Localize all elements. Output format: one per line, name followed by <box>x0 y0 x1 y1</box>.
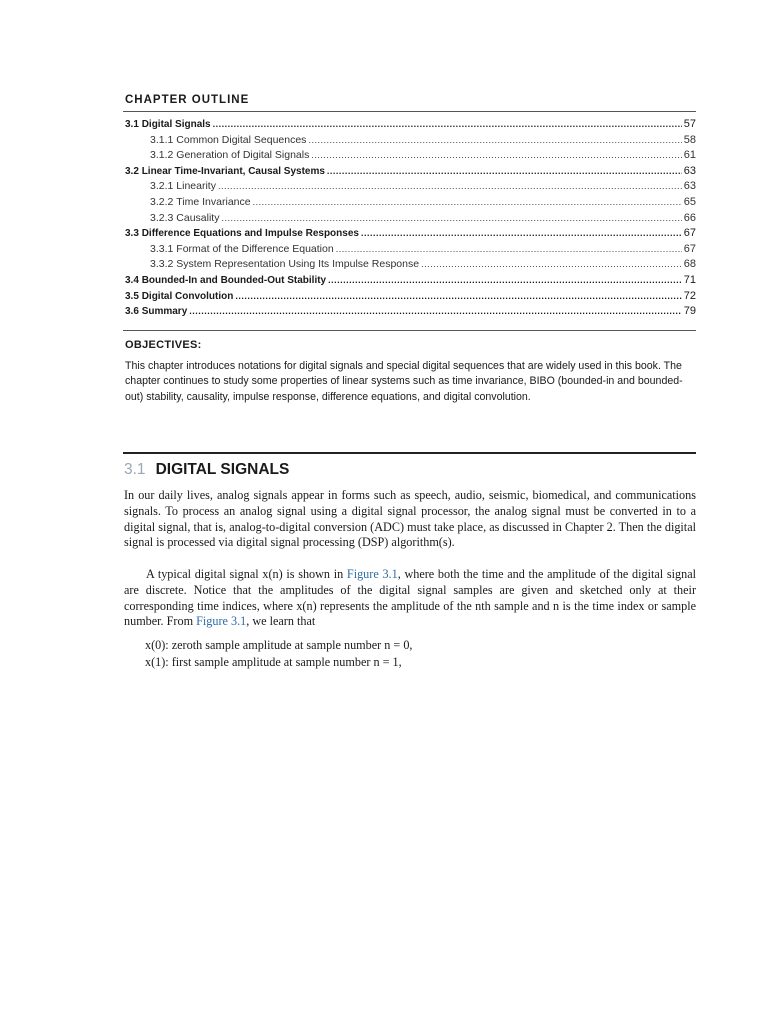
objectives-text: This chapter introduces notations for digital signals and special digital sequences that are widely used in this book. The chapter continues to study some properties of linear systems such as time invariance, BIBO (bounded-in and bounded-out) stability, causality, impulse response, difference equations, and digital convolution. <box>125 360 683 403</box>
dot-leader <box>235 291 681 301</box>
toc-entry-label: Summary <box>141 306 188 318</box>
dot-leader <box>221 213 681 223</box>
figure-3-1-link[interactable]: Figure 3.1 <box>196 614 247 629</box>
toc-entry-3-1-1[interactable]: 3.1.1 Common Digital Sequences ..... 58 <box>125 134 696 150</box>
toc-entry-label: Generation of Digital Signals <box>176 149 310 162</box>
toc-page-number: 63 <box>683 164 696 177</box>
sample-equations <box>145 637 412 670</box>
body-paragraph-2: A typical digital signal x(n) is shown in Figure 3.1, where both the time and the amplitude of the digital signal are discrete. Notice that the amplitudes of the digital signal samples are given and sketched only at their corresponding time indices, where x(n) represents the amplitude of the nth sample and n is the time index or sample number. From Figure 3.1, we learn that <box>124 567 696 629</box>
toc-page-number: 58 <box>683 133 696 146</box>
toc-entry-3-2-3[interactable]: 3.2.3 Causality ..... 66 <box>125 212 696 228</box>
toc-page-number: 61 <box>683 149 696 162</box>
body-paragraph-1: In our daily lives, analog signals appear in forms such as speech, audio, seismic, biomedical, and communications signals. To process an analog signal using a digital signal processor, the analog signal must be converted in to a digital signal, that is, analog-to-digital conversion (ADC) must take place, as discussed in Chapter 2. Then the digital signal is processed via digital signal processing (DSP) algorithm(s). <box>124 488 696 550</box>
toc-page-number: 72 <box>683 289 696 302</box>
toc-entry-3-3[interactable]: 3.3 Difference Equations and Impulse Responses ..... 67 <box>125 227 696 243</box>
equation-line: x(0): zeroth sample amplitude at sample number n = 0, <box>145 638 413 652</box>
toc-entry-label: System Representation Using Its Impulse Response <box>176 258 420 271</box>
outline-top-rule <box>123 111 696 112</box>
section-number: 3.1 <box>124 461 146 478</box>
dot-leader <box>421 259 682 269</box>
toc-page-number: 68 <box>683 258 696 271</box>
dot-leader <box>328 275 682 285</box>
toc-entry-label: Digital Convolution <box>141 290 234 302</box>
toc-page-number: 79 <box>683 305 696 318</box>
dot-leader <box>218 181 682 191</box>
toc-entry-label: Linearity <box>176 180 216 193</box>
toc-entry-label: Causality <box>176 211 220 224</box>
figure-3-1-link[interactable]: Figure 3.1 <box>346 567 398 581</box>
chapter-outline-heading: CHAPTER OUTLINE <box>125 94 250 106</box>
dot-leader <box>361 228 682 238</box>
toc-page-number: 66 <box>683 211 696 224</box>
toc-entry-3-3-2[interactable]: 3.3.2 System Representation Using Its Impulse Response ..... 68 <box>125 258 696 274</box>
outline-bottom-rule <box>123 330 696 331</box>
chapter-outline-list <box>125 118 696 321</box>
toc-page-number: 71 <box>683 273 696 286</box>
toc-entry-label: Bounded-In and Bounded-Out Stability <box>141 274 327 286</box>
toc-entry-3-1-2[interactable]: 3.1.2 Generation of Digital Signals ..... 61 <box>125 149 696 165</box>
dot-leader <box>336 244 682 254</box>
toc-entry-label: Difference Equations and Impulse Responses <box>141 228 359 240</box>
toc-page-number: 63 <box>683 180 696 193</box>
equation-line: x(1): first sample amplitude at sample number n = 1, <box>145 654 402 669</box>
toc-page-number: 67 <box>683 227 696 240</box>
toc-entry-label: Digital Signals <box>141 119 211 130</box>
toc-entry-3-2[interactable]: 3.2 Linear Time-Invariant, Causal Systems ..... 63 <box>125 165 696 181</box>
toc-entry-3-5[interactable]: 3.5 Digital Convolution ..... 72 <box>125 290 696 306</box>
section-title: DIGITAL SIGNALS <box>155 461 290 478</box>
toc-page-number: 67 <box>683 242 696 255</box>
toc-entry-label: Time Invariance <box>176 195 251 208</box>
toc-entry-label: Format of the Difference Equation <box>176 242 334 255</box>
toc-entry-label: Common Digital Sequences <box>176 133 307 146</box>
dot-leader <box>327 166 682 176</box>
toc-entry-3-6[interactable]: 3.6 Summary ..... 79 <box>125 305 696 321</box>
toc-entry-3-2-2[interactable]: 3.2.2 Time Invariance ..... 65 <box>125 196 696 212</box>
toc-entry-3-3-1[interactable]: 3.3.1 Format of the Difference Equation ..... 67 <box>125 243 696 259</box>
dot-leader <box>253 197 682 207</box>
toc-entry-3-1[interactable]: 3.1 Digital Signals ..... 57 <box>125 118 696 134</box>
toc-page-number: 57 <box>683 118 696 130</box>
objectives-heading: OBJECTIVES: <box>125 339 202 351</box>
dot-leader <box>311 150 681 160</box>
dot-leader <box>308 135 681 145</box>
section-heading <box>124 461 289 479</box>
dot-leader <box>213 119 682 129</box>
toc-entry-3-2-1[interactable]: 3.2.1 Linearity ..... 63 <box>125 180 696 196</box>
toc-entry-3-4[interactable]: 3.4 Bounded-In and Bounded-Out Stability ..... 71 <box>125 274 696 290</box>
section-top-rule <box>123 452 696 454</box>
toc-entry-label: Linear Time-Invariant, Causal Systems <box>141 165 325 177</box>
dot-leader <box>189 306 681 316</box>
toc-page-number: 65 <box>683 195 696 208</box>
